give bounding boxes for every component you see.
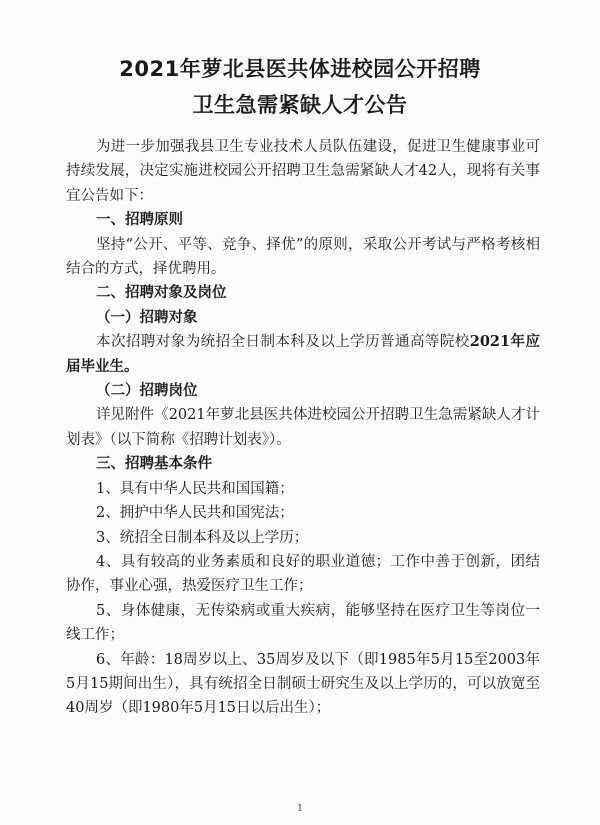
- section2-sub1-heading: （一）招聘对象: [96, 308, 198, 326]
- intro-paragraph: 为进一步加强我县卫生专业技术人员队伍建设，促进卫生健康事业可持续发展，决定实施进校园公开招聘卫生急需紧缺人才42人，现将有关事宜公告如下：: [66, 139, 540, 204]
- section2-sub2-text: 详见附件《2021年萝北县医共体进校园公开招聘卫生急需紧缺人才计划表》（以下简称《招聘计划表》）。: [66, 407, 540, 448]
- section3-heading: 三、招聘基本条件: [96, 455, 212, 473]
- condition-item-5: 5、身体健康，无传染病或重大疾病，能够坚持在医疗卫生等岗位一线工作；: [66, 602, 540, 644]
- condition-item-4: 4、具有较高的业务素质和良好的职业道德；工作中善于创新，团结协作，事业心强，热爱医疗卫生工作；: [66, 553, 540, 595]
- condition-item-2: 2、拥护中华人民共和国宪法；: [96, 505, 294, 522]
- document-title-line2: 卫生急需紧缺人才公告: [192, 93, 408, 117]
- page-number: 1: [297, 804, 303, 814]
- document-body: [66, 135, 540, 721]
- section2-heading: 二、招聘对象及岗位: [96, 284, 227, 302]
- section2-sub1-text: [66, 330, 540, 379]
- section1-heading: 一、招聘原则: [96, 211, 183, 229]
- section1-text: 坚持“公开、平等、竞争、择优”的原则，采取公开考试与严格考核相结合的方式，择优聘用。: [66, 236, 540, 278]
- condition-item-3: 3、统招全日制本科及以上学历；: [96, 529, 309, 546]
- section2-sub1-text-b: 2021年应届毕业生。: [66, 333, 541, 375]
- document-title-line1: 2021年萝北县医共体进校园公开招聘: [119, 57, 481, 81]
- condition-item-1: 1、具有中华人民共和国国籍；: [96, 480, 294, 497]
- condition-item-6: 6、年龄：18周岁以上、35周岁及以下（即1985年5月15至2003年5月15期间出生），具有统招全日制硕士研究生及以上学历的，可以放宽至40周岁（即1980年5月15日以后出生）；: [66, 651, 540, 717]
- section2-sub2-heading: （二）招聘岗位: [96, 382, 198, 400]
- section2-sub1-text-a: 本次招聘对象为统招全日制本科及以上学历普通高等院校: [96, 334, 470, 351]
